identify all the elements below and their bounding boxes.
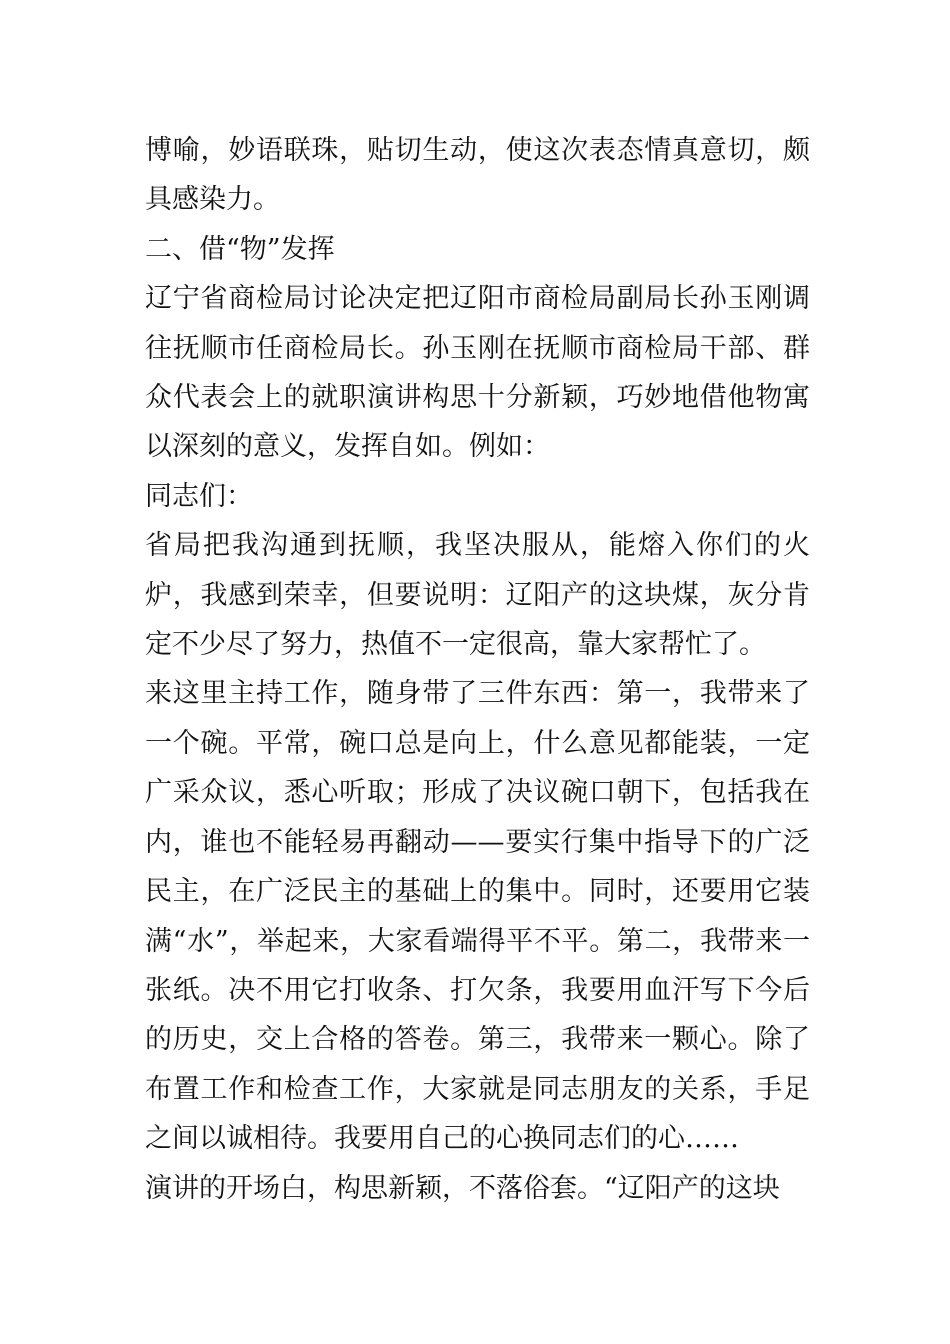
- speech-paragraph-2: 来这里主持工作，随身带了三件东西：第一，我带来了一个碗。平常，碗口总是向上，什么意见都能装，一定广采众议，悉心听取；形成了决议碗口朝下，包括我在内，谁也不能轻易再翻动——要实行集中指导下的广泛民主，在广泛民主的基础上的集中。同时，还要用它装满“水”，举起来，大家看端得平不平。第二，我带来一张纸。决不用它打收条、打欠条，我要用血汗写下今后的历史，交上合格的答卷。第三，我带来一颗心。除了布置工作和检查工作，大家就是同志朋友的关系，手足之间以诚相待。我要用自己的心换同志们的心……: [145, 678, 810, 1155]
- section-heading: 二、借“物”发挥: [145, 233, 335, 265]
- paragraph-1: 博喻，妙语联珠，贴切生动，使这次表态情真意切，颇具感染力。: [145, 135, 810, 216]
- speech-salutation: 同志们：: [145, 480, 253, 512]
- document-body: [145, 126, 810, 1213]
- paragraph-3: 演讲的开场白，构思新颖，不落俗套。“辽阳产的这块: [145, 1172, 780, 1204]
- paragraph-2: 辽宁省商检局讨论决定把辽阳市商检局副局长孙玉刚调往抚顺市任商检局长。孙玉刚在抚顺市商检局干部、群众代表会上的就职演讲构思十分新颖，巧妙地借他物寓以深刻的意义，发挥自如。例如：: [145, 283, 810, 463]
- speech-paragraph-1: 省局把我沟通到抚顺，我坚决服从，能熔入你们的火炉，我感到荣幸，但要说明：辽阳产的这块煤，灰分肯定不少尽了努力，热值不一定很高，靠大家帮忙了。: [145, 530, 810, 661]
